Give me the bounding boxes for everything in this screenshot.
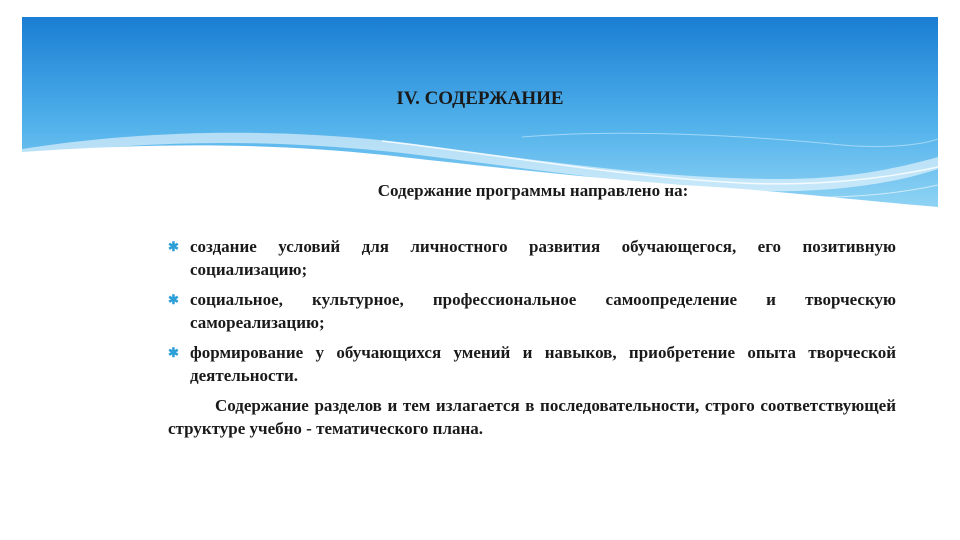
closing-paragraph: Содержание разделов и тем излагается в последовательности, строго соответствующей структуре учебно - тематического плана. <box>168 396 896 438</box>
wave-decoration <box>22 17 938 207</box>
list-item-text: создание условий для личностного развития обучающегося, его позитивную социализацию; <box>190 237 896 279</box>
asterisk-bullet-icon: ✱ <box>168 239 179 254</box>
list-item-text: социальное, культурное, профессиональное самоопределение и творческую самореализацию; <box>190 290 896 332</box>
list-item <box>168 288 896 334</box>
asterisk-bullet-icon: ✱ <box>168 345 179 360</box>
list-item <box>168 341 896 387</box>
slide-title: IV. СОДЕРЖАНИЕ <box>396 88 564 109</box>
list-item-text: формирование у обучающихся умений и навыков, приобретение опыта творческой деятельности. <box>190 343 896 385</box>
content-body <box>168 235 896 440</box>
subtitle: Содержание программы направлено на: <box>377 181 689 200</box>
header-wave-band <box>22 17 938 207</box>
list-item <box>168 235 896 281</box>
asterisk-bullet-icon: ✱ <box>168 292 179 307</box>
